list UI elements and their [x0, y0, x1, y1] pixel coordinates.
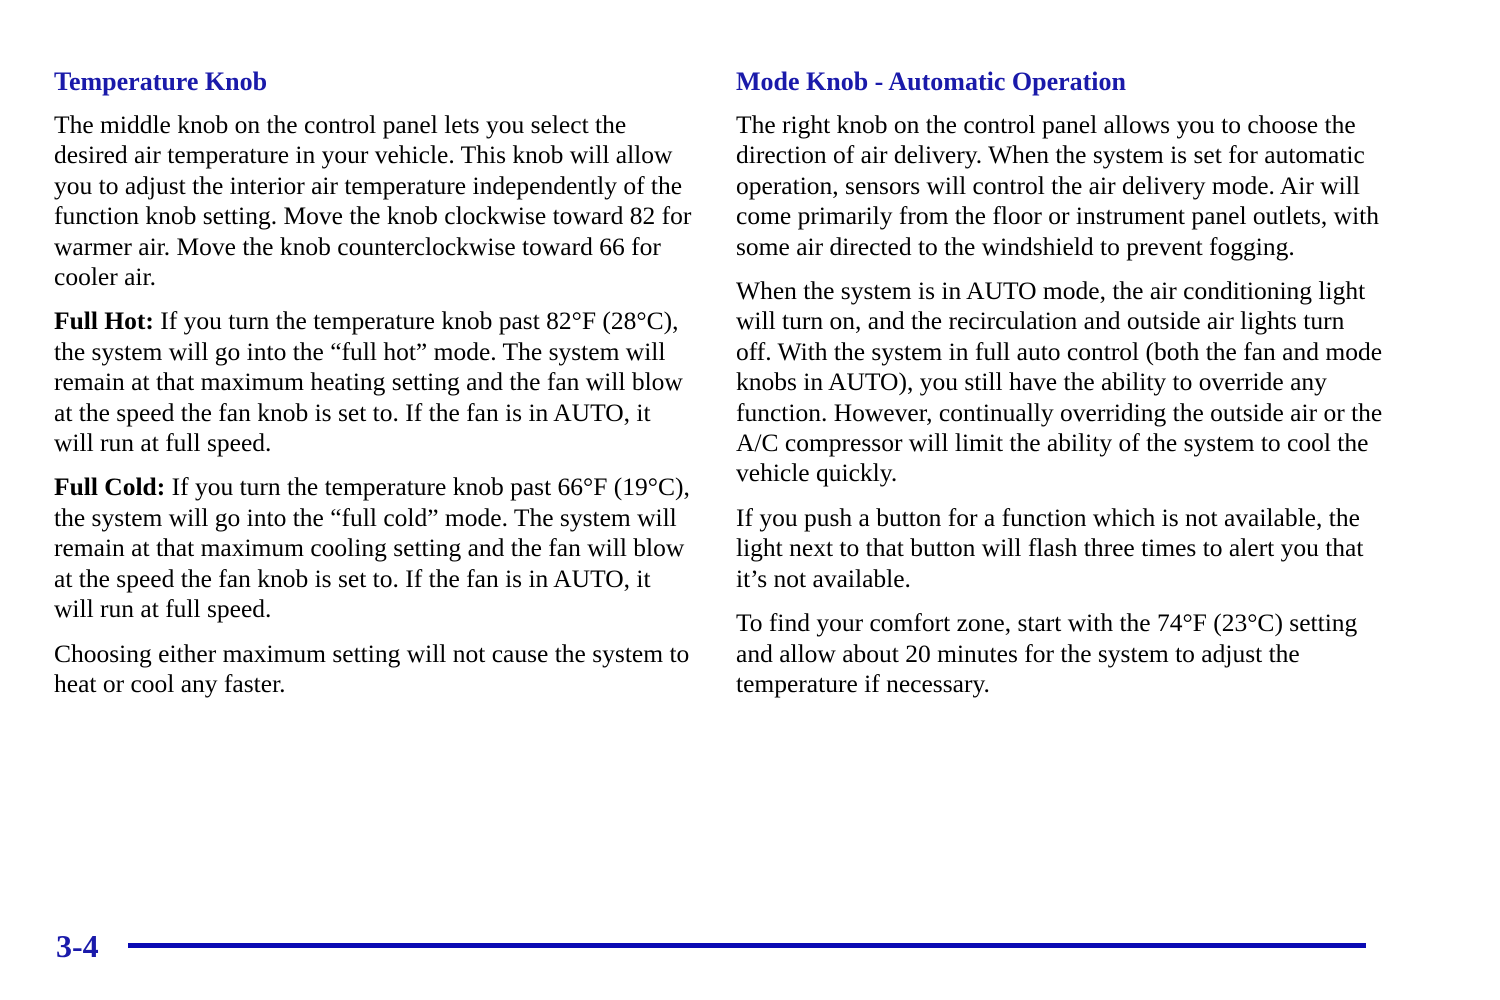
- full-hot-text: If you turn the temperature knob past 82°F (28°C), the system will go into the “full hot” mode. The system will remain at that maximum heating setting and the fan will blow at the speed the fan knob is set to. If the fan is in AUTO, it will run at full speed.: [54, 306, 683, 458]
- unavailable-function-paragraph: If you push a button for a function which is not available, the light next to that button will flash three times to alert you that it’s not available.: [736, 502, 1364, 593]
- max-setting-note: Choosing either maximum setting will not cause the system to heat or cool any faster.: [54, 638, 690, 698]
- full-cold-paragraph: [54, 472, 694, 624]
- full-cold-label: Full Cold:: [54, 472, 166, 502]
- auto-mode-paragraph: When the system is in AUTO mode, the air conditioning light will turn on, and the recirculation and outside air lights turn off. With the system in full auto control (both the fan and mode knobs in AUTO), you still have the ability to override any function. However, continually overriding the outside air or the A/C compressor will limit the ability of the system to cool the vehicle quickly.: [736, 276, 1383, 488]
- mode-knob-heading: Mode Knob - Automatic Operation: [736, 67, 1126, 96]
- footer-rule: [128, 943, 1366, 948]
- right-column: [736, 64, 1386, 713]
- full-cold-text: If you turn the temperature knob past 66°F (19°C), the system will go into the “full cold” mode. The system will remain at that maximum cooling setting and the fan will blow at the speed the fan knob is set to. If the fan is in AUTO, it will run at full speed.: [54, 472, 690, 624]
- comfort-zone-paragraph: To find your comfort zone, start with the 74°F (23°C) setting and allow about 20 minutes for the system to adjust the temperature if necessary.: [736, 608, 1358, 698]
- temperature-knob-heading: Temperature Knob: [54, 67, 268, 96]
- temperature-knob-intro: The middle knob on the control panel lets you select the desired air temperature in your vehicle. This knob will allow you to adjust the interior air temperature independently of the function knob setting. Move the knob clockwise toward 82 for warmer air. Move the knob counterclockwise toward 66 for cooler air.: [54, 110, 692, 292]
- full-hot-label: Full Hot:: [54, 306, 154, 336]
- left-column: [54, 64, 694, 713]
- mode-knob-intro: The right knob on the control panel allows you to choose the direction of air delivery. When the system is set for automatic operation, sensors will control the air delivery mode. Air will come primarily from the floor or instrument panel outlets, with some air directed to the windshield to prevent fogging.: [736, 110, 1380, 261]
- full-hot-paragraph: [54, 306, 694, 458]
- page-number: 3-4: [56, 928, 99, 964]
